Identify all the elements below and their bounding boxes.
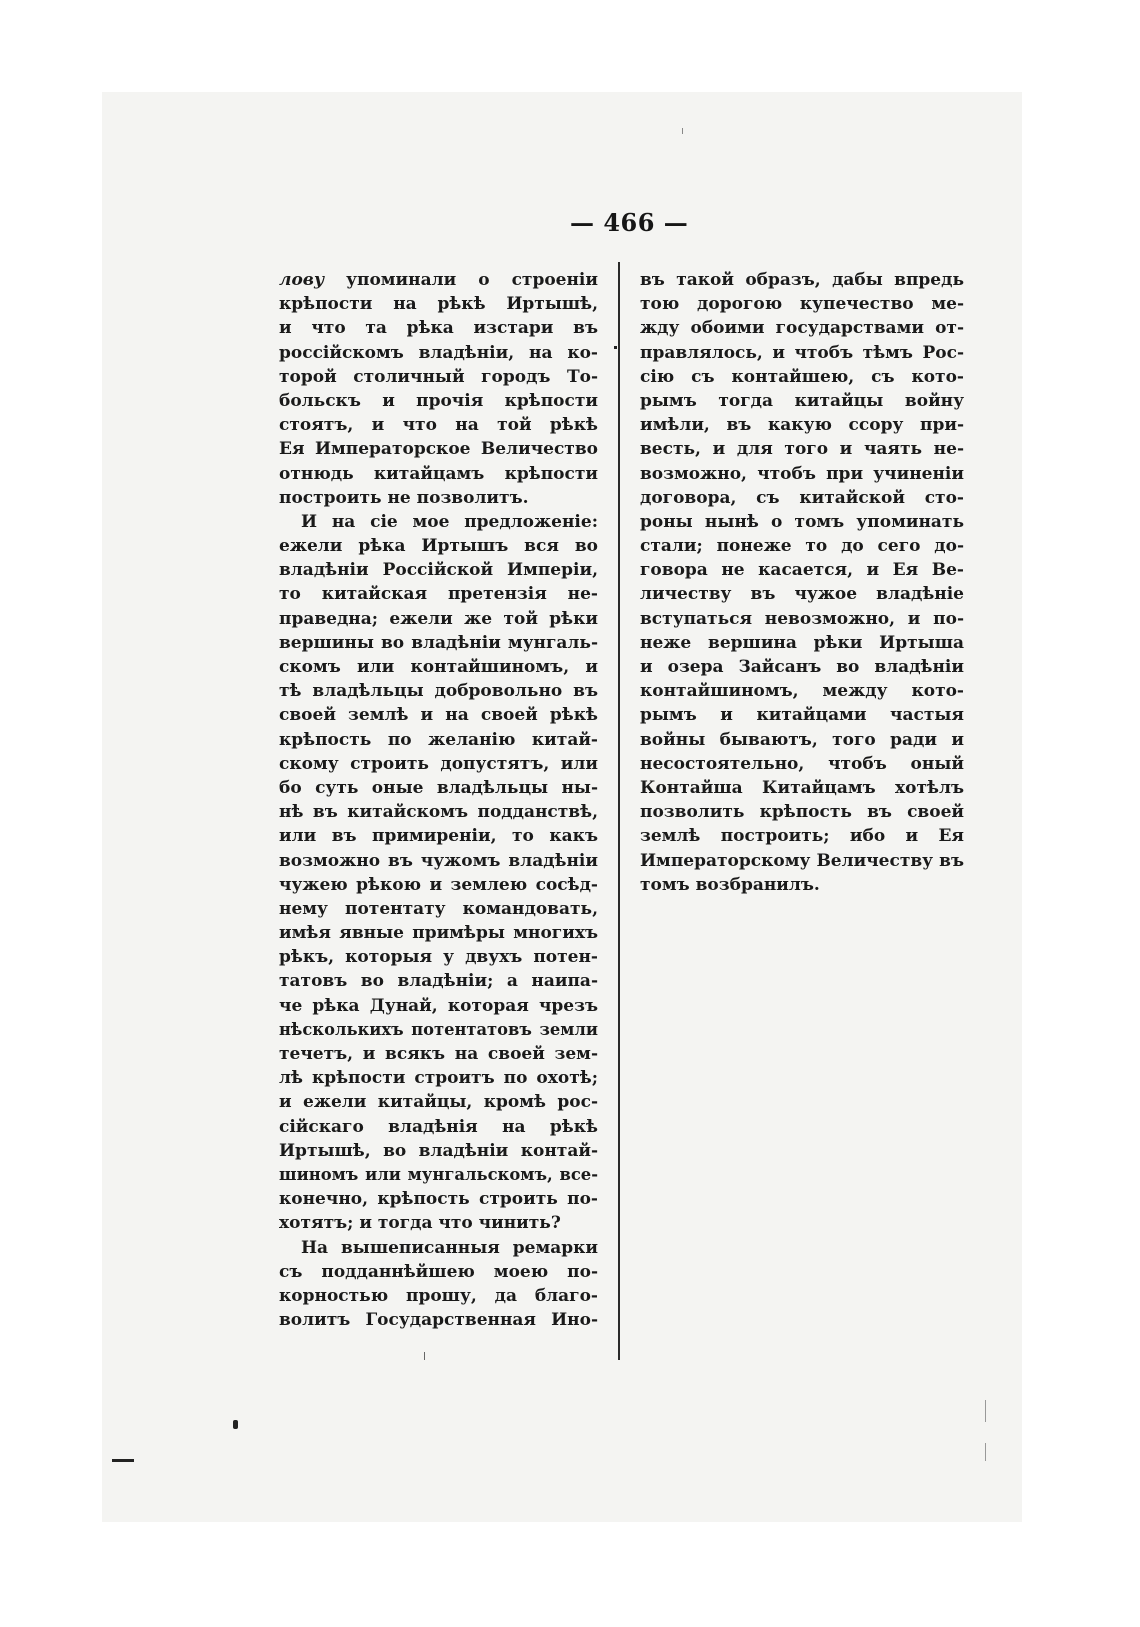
first-line-rest: упоминали о строеніи	[324, 270, 598, 290]
text-line: правлялось, и чтобъ тѣмъ Рос-	[640, 342, 964, 363]
text-line: съ подданнѣйшею моею по-	[279, 1261, 598, 1282]
text-line: лѣ крѣпости строитъ по охотѣ;	[279, 1068, 598, 1089]
scan-speck	[233, 1420, 238, 1429]
text-line: корностью прошу, да благо-	[279, 1285, 598, 1306]
right-column	[640, 268, 964, 897]
text-line: Ея Императорское Величество	[279, 439, 598, 460]
text-line: хотятъ; и тогда что чинить?	[279, 1213, 561, 1234]
scan-speck	[985, 1400, 986, 1422]
text-line: Контайша Китайцамъ хотѣлъ	[640, 777, 964, 798]
text-line: рымъ и китайцами частыя	[640, 705, 964, 726]
text-line: и что та рѣка изстари въ	[279, 318, 598, 339]
text-line: ежели рѣка Иртышъ вся во	[279, 536, 598, 557]
text-line: крѣпости на рѣкѣ Иртышѣ,	[279, 294, 598, 315]
text-line-paragraph-start: И на сіе мое предложеніе:	[301, 511, 598, 532]
text-line-paragraph-start: На вышеписанныя ремарки	[301, 1237, 598, 1258]
text-line: крѣпость по желанію китай-	[279, 729, 598, 750]
text-line: своей землѣ и на своей рѣкѣ	[279, 705, 598, 726]
text-line: возможно въ чужомъ владѣніи	[279, 850, 598, 871]
text-line: отнюдь китайцамъ крѣпости	[279, 463, 598, 484]
text-line: больскъ и прочія крѣпости	[279, 390, 598, 411]
text-line: течетъ, и всякъ на своей зем-	[279, 1044, 598, 1064]
text-line: рѣкъ, которыя у двухъ потен-	[279, 947, 598, 968]
text-line: въ такой образъ, дабы впредь	[640, 270, 964, 290]
text-line: бо суть оные владѣльцы ны-	[279, 777, 598, 798]
scan-speck	[985, 1443, 986, 1461]
text-line: построить не позволитъ.	[279, 487, 529, 508]
text-line: имѣли, въ какую ссору при-	[640, 415, 964, 436]
text-line: рымъ тогда китайцы войну	[640, 390, 964, 411]
text-line: Императорскому Величеству въ	[640, 850, 964, 871]
text-line: то китайская претензія не-	[279, 584, 598, 605]
text-line: татовъ во владѣніи; а наипа-	[279, 971, 598, 992]
text-line: стали; понеже то до сего до-	[640, 536, 964, 557]
page-number: — 466 —	[570, 208, 689, 237]
text-line: шиномъ или мунгальскомъ, все-	[279, 1164, 598, 1184]
text-line: томъ возбранилъ.	[640, 874, 820, 895]
text-line: стоятъ, и что на той рѣкѣ	[279, 415, 598, 436]
text-line: че рѣка Дунай, которая чрезъ	[279, 995, 598, 1016]
text-line: жду обоими государствами от-	[640, 318, 964, 339]
text-line: нѣсколькихъ потентатовъ земли	[279, 1019, 598, 1039]
text-line: нѣ въ китайскомъ подданствѣ,	[279, 802, 598, 823]
text-line: или въ примиреніи, то какъ	[279, 826, 598, 847]
text-line: личеству въ чужое владѣніе	[640, 584, 964, 605]
text-line: тѣ владѣльцы добровольно въ	[279, 681, 598, 702]
text-line: торой столичный городъ То-	[279, 366, 598, 387]
text-line: и ежели китайцы, кромѣ рос-	[279, 1092, 598, 1113]
text-line: тою дорогою купечество ме-	[640, 294, 964, 315]
text-line: Иртышѣ, во владѣніи контай-	[279, 1140, 598, 1161]
text-line: праведна; ежели же той рѣки	[279, 608, 598, 629]
text-line: волитъ Государственная Ино-	[279, 1310, 598, 1331]
text-line: скому строить допустятъ, или	[279, 753, 598, 774]
text-line-first	[279, 268, 598, 292]
text-line: позволить крѣпость въ своей	[640, 802, 964, 823]
text-line: сійскаго владѣнія на рѣкѣ	[279, 1116, 598, 1137]
text-line: сію съ контайшею, съ кото-	[640, 366, 964, 387]
left-column	[279, 268, 598, 1332]
text-line: владѣніи Россійской Имперіи,	[279, 560, 598, 581]
text-line: вступаться невозможно, и по-	[640, 608, 964, 629]
scan-speck	[682, 128, 683, 134]
text-line: скомъ или контайшиномъ, и	[279, 657, 598, 677]
text-line: роны нынѣ о томъ упоминать	[640, 511, 964, 532]
text-line: контайшиномъ, между кото-	[640, 681, 964, 702]
text-line: имѣя явные примѣры многихъ	[279, 923, 598, 944]
first-word: лову	[279, 270, 325, 290]
scan-speck	[112, 1459, 134, 1462]
text-line: весть, и для того и чаять не-	[640, 439, 964, 460]
text-line: возможно, чтобъ при учиненіи	[640, 463, 964, 484]
text-line: россійскомъ владѣніи, на ко-	[279, 342, 598, 363]
text-line: нему потентату командовать,	[279, 898, 598, 919]
column-divider	[618, 262, 620, 1360]
text-line: несостоятельно, чтобъ оный	[640, 753, 964, 774]
text-line: войны бываютъ, того ради и	[640, 729, 964, 750]
text-line: неже вершина рѣки Иртыша	[640, 632, 964, 653]
scan-speck	[614, 346, 617, 349]
text-line: договора, съ китайской сто-	[640, 487, 964, 508]
text-line: говора не касается, и Ея Ве-	[640, 560, 964, 581]
scan-speck	[424, 1352, 425, 1360]
text-line: землѣ построить; ибо и Ея	[640, 826, 964, 847]
text-line: вершины во владѣніи мунгаль-	[279, 632, 598, 653]
text-line: чужею рѣкою и землею сосѣд-	[279, 874, 598, 895]
text-line: и озера Зайсанъ во владѣніи	[640, 657, 964, 677]
text-line: конечно, крѣпость строить по-	[279, 1189, 598, 1210]
